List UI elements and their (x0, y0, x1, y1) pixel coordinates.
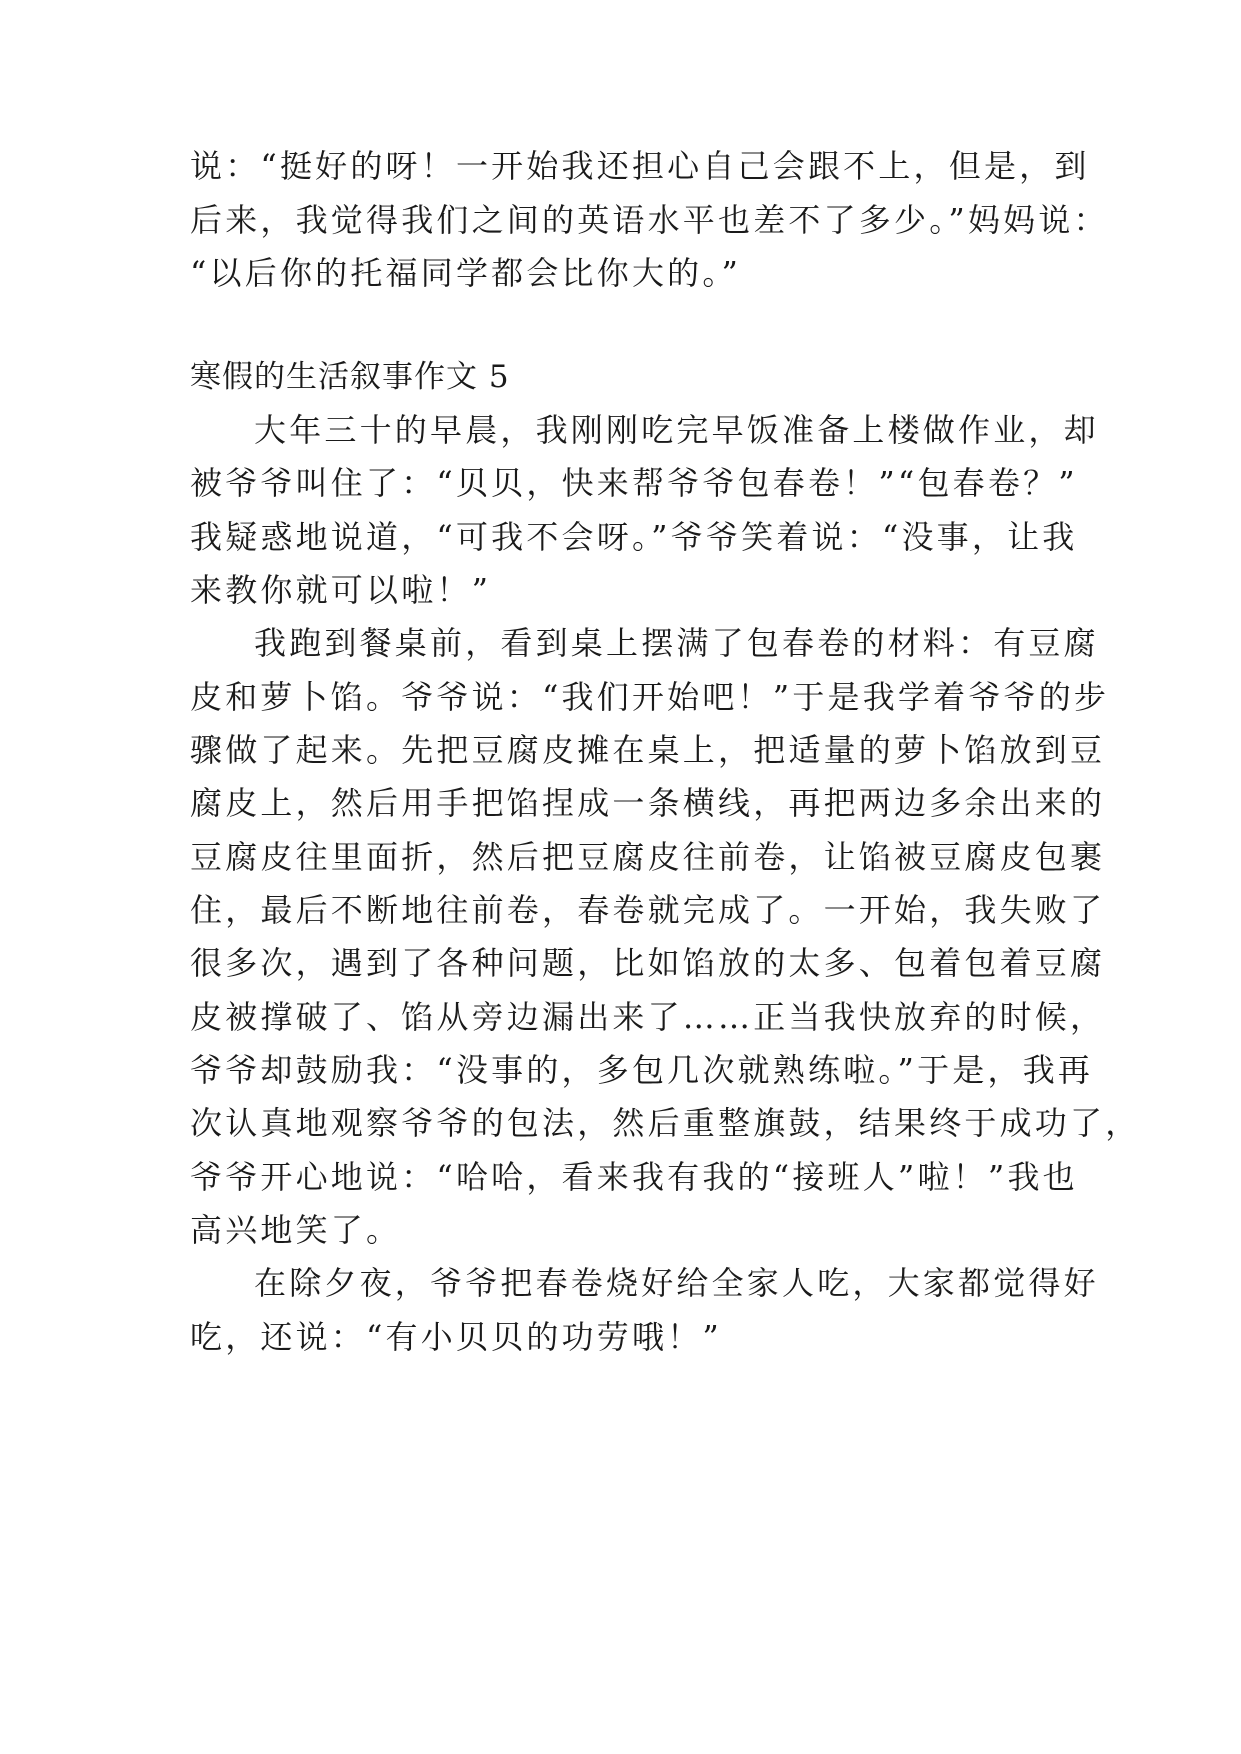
paragraph-line: 爷爷开心地说：“哈哈，看来我有我的“接班人”啦！”我也 (190, 1158, 1078, 1196)
paragraph-line: 来教你就可以啦！” (190, 571, 492, 609)
paragraph-line: 大年三十的早晨，我刚刚吃完早饭准备上楼做作业，却 (254, 411, 1099, 449)
paragraph-line: 骤做了起来。先把豆腐皮摊在桌上，把适量的萝卜馅放到豆 (190, 731, 1106, 769)
paragraph-line: 我跑到餐桌前，看到桌上摆满了包春卷的材料：有豆腐 (254, 624, 1099, 662)
intro-line: 说：“挺好的呀！一开始我还担心自己会跟不上，但是，到 (190, 147, 1090, 185)
paragraph-line: 皮和萝卜馅。爷爷说：“我们开始吧！”于是我学着爷爷的步 (190, 678, 1110, 716)
paragraph-line: 吃，还说：“有小贝贝的功劳哦！” (190, 1318, 722, 1356)
paragraph-line: 我疑惑地说道，“可我不会呀。”爷爷笑着说：“没事，让我 (190, 518, 1078, 556)
paragraph-line: 高兴地笑了。 (190, 1211, 402, 1249)
paragraph-line: 豆腐皮往里面折，然后把豆腐皮往前卷，让馅被豆腐皮包裹 (190, 838, 1106, 876)
intro-line: “以后你的托福同学都会比你大的。” (190, 254, 742, 292)
paragraph-line: 皮被撑破了、馅从旁边漏出来了……正当我快放弃的时候， (190, 998, 1106, 1036)
paragraph-line: 腐皮上，然后用手把馅捏成一条横线，再把两边多余出来的 (190, 784, 1106, 822)
intro-line: 后来，我觉得我们之间的英语水平也差不了多少。”妈妈说： (190, 201, 1109, 239)
paragraph-line: 住，最后不断地往前卷，春卷就完成了。一开始，我失败了 (190, 891, 1106, 929)
paragraph-line: 被爷爷叫住了：“贝贝，快来帮爷爷包春卷！”“包春卷？” (190, 464, 1078, 502)
paragraph-line: 次认真地观察爷爷的包法，然后重整旗鼓，结果终于成功了， (190, 1104, 1141, 1142)
section-title: 寒假的生活叙事作文 5 (190, 359, 510, 395)
paragraph-line: 在除夕夜，爷爷把春卷烧好给全家人吃，大家都觉得好 (254, 1264, 1099, 1302)
paragraph-line: 很多次，遇到了各种问题，比如馅放的太多、包着包着豆腐 (190, 944, 1106, 982)
paragraph-line: 爷爷却鼓励我：“没事的，多包几次就熟练啦。”于是，我再 (190, 1051, 1094, 1089)
